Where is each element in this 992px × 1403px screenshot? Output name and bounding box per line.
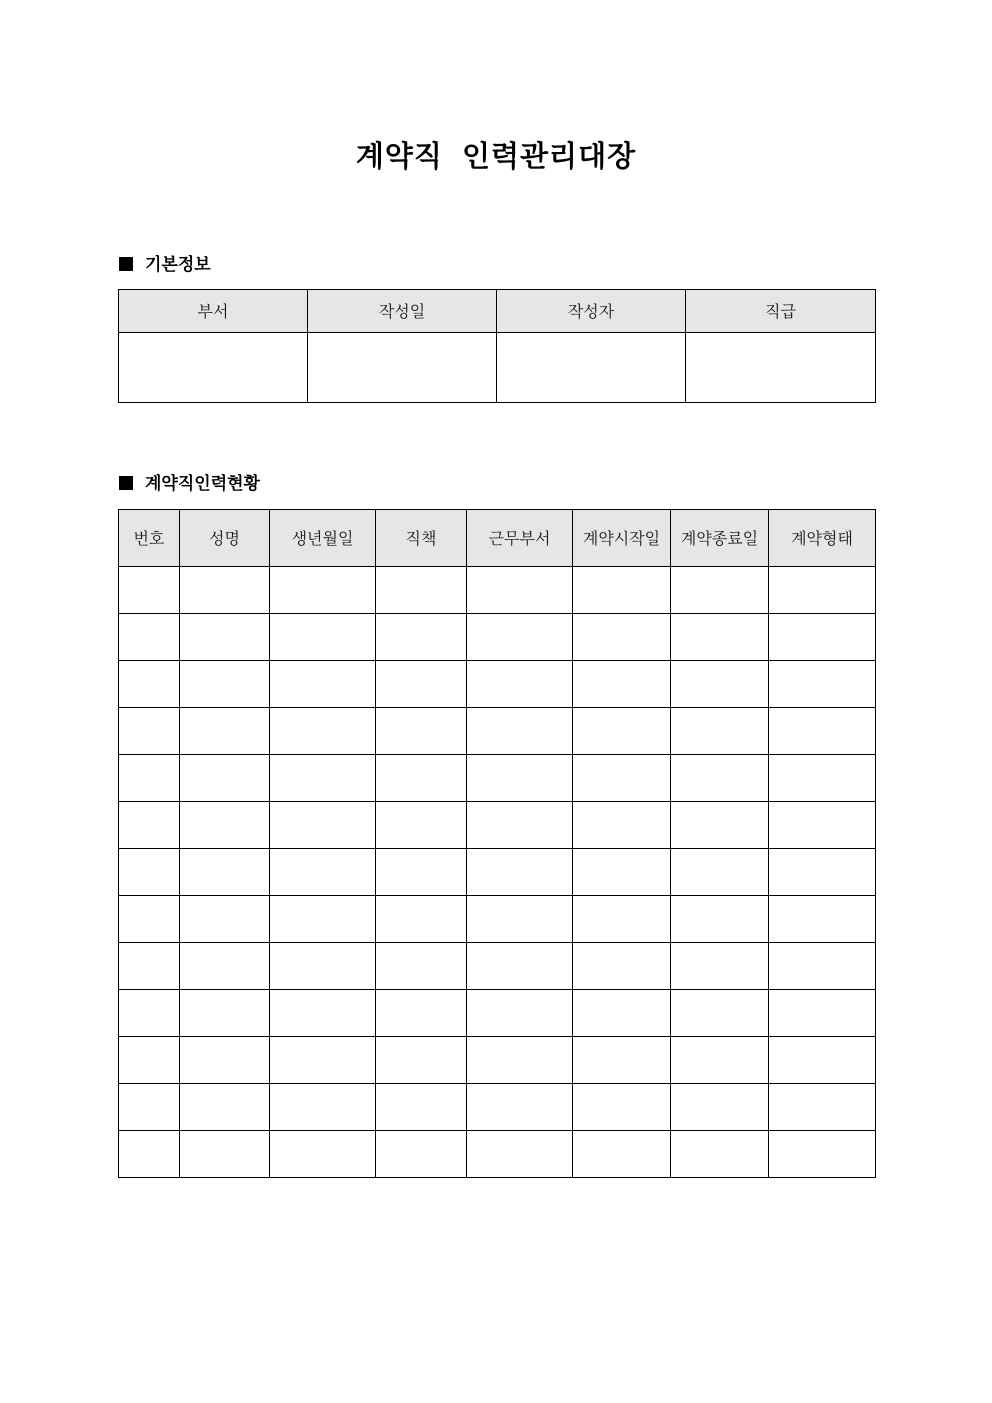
contract-end-cell[interactable] [671,755,769,802]
header-position: 직급 [686,290,876,333]
table-row [119,990,876,1037]
number-cell[interactable] [119,990,180,1037]
work-department-cell[interactable] [467,614,573,661]
contract-start-cell[interactable] [573,614,671,661]
staff-status-table [118,509,876,1178]
page-title: 계약직 인력관리대장 [355,139,637,173]
header-contract-type: 계약형태 [769,510,876,567]
contract-type-cell[interactable] [769,1084,876,1131]
birth-date-cell[interactable] [270,849,376,896]
contract-type-cell[interactable] [769,849,876,896]
department-value[interactable] [119,333,308,403]
contract-type-cell[interactable] [769,990,876,1037]
contract-start-cell[interactable] [573,1037,671,1084]
job-title-cell[interactable] [376,849,467,896]
birth-date-cell[interactable] [270,1131,376,1178]
square-bullet-icon [119,476,133,490]
contract-type-cell[interactable] [769,896,876,943]
job-title-cell[interactable] [376,1084,467,1131]
contract-start-cell[interactable] [573,943,671,990]
table-row [119,896,876,943]
table-row [119,1131,876,1178]
header-name: 성명 [180,510,270,567]
number-cell[interactable] [119,755,180,802]
contract-start-cell[interactable] [573,755,671,802]
birth-date-cell[interactable] [270,1037,376,1084]
work-department-cell[interactable] [467,567,573,614]
table-row [119,1084,876,1131]
work-department-cell[interactable] [467,802,573,849]
header-contract-end-date: 계약종료일 [671,510,769,567]
contract-end-cell[interactable] [671,614,769,661]
header-job-title: 직책 [376,510,467,567]
contract-end-cell[interactable] [671,1084,769,1131]
birth-date-cell[interactable] [270,802,376,849]
name-cell[interactable] [180,849,270,896]
job-title-cell[interactable] [376,661,467,708]
birth-date-cell[interactable] [270,1084,376,1131]
contract-end-cell[interactable] [671,1037,769,1084]
work-department-cell[interactable] [467,661,573,708]
contract-type-cell[interactable] [769,943,876,990]
name-cell[interactable] [180,567,270,614]
basic-info-table [118,289,876,403]
job-title-cell[interactable] [376,755,467,802]
header-birth-date: 생년월일 [270,510,376,567]
contract-type-cell[interactable] [769,1037,876,1084]
name-cell[interactable] [180,708,270,755]
work-department-cell[interactable] [467,943,573,990]
job-title-cell[interactable] [376,1037,467,1084]
name-cell[interactable] [180,1037,270,1084]
basic-info-heading-label: 기본정보 [145,255,211,275]
author-value[interactable] [497,333,686,403]
contract-type-cell[interactable] [769,661,876,708]
basic-info-heading [119,253,211,277]
header-author: 작성자 [497,290,686,333]
number-cell[interactable] [119,1084,180,1131]
header-department: 부서 [119,290,308,333]
basic-info-value-row [119,333,876,403]
table-row [119,802,876,849]
contract-type-cell[interactable] [769,802,876,849]
contract-start-cell[interactable] [573,990,671,1037]
name-cell[interactable] [180,1131,270,1178]
work-department-cell[interactable] [467,896,573,943]
work-department-cell[interactable] [467,708,573,755]
name-cell[interactable] [180,896,270,943]
work-department-cell[interactable] [467,1131,573,1178]
contract-end-cell[interactable] [671,990,769,1037]
contract-start-cell[interactable] [573,661,671,708]
staff-status-heading-label: 계약직인력현황 [145,474,260,494]
table-row [119,614,876,661]
job-title-cell[interactable] [376,896,467,943]
name-cell[interactable] [180,990,270,1037]
position-value[interactable] [686,333,876,403]
header-work-department: 근무부서 [467,510,573,567]
number-cell[interactable] [119,567,180,614]
table-row [119,567,876,614]
staff-header-row [119,510,876,567]
job-title-cell[interactable] [376,990,467,1037]
contract-end-cell[interactable] [671,849,769,896]
square-bullet-icon [119,257,133,271]
number-cell[interactable] [119,708,180,755]
contract-type-cell[interactable] [769,614,876,661]
number-cell[interactable] [119,849,180,896]
contract-type-cell[interactable] [769,567,876,614]
table-row [119,661,876,708]
header-date-written: 작성일 [308,290,497,333]
name-cell[interactable] [180,755,270,802]
name-cell[interactable] [180,802,270,849]
contract-start-cell[interactable] [573,708,671,755]
birth-date-cell[interactable] [270,943,376,990]
work-department-cell[interactable] [467,1084,573,1131]
contract-start-cell[interactable] [573,896,671,943]
staff-table-body [119,567,876,1178]
number-cell[interactable] [119,661,180,708]
name-cell[interactable] [180,943,270,990]
birth-date-cell[interactable] [270,896,376,943]
contract-start-cell[interactable] [573,567,671,614]
number-cell[interactable] [119,614,180,661]
contract-start-cell[interactable] [573,802,671,849]
name-cell[interactable] [180,614,270,661]
header-number: 번호 [119,510,180,567]
name-cell[interactable] [180,661,270,708]
name-cell[interactable] [180,1084,270,1131]
birth-date-cell[interactable] [270,567,376,614]
header-contract-start-date: 계약시작일 [573,510,671,567]
job-title-cell[interactable] [376,802,467,849]
work-department-cell[interactable] [467,849,573,896]
birth-date-cell[interactable] [270,755,376,802]
staff-status-heading [119,472,260,496]
contract-start-cell[interactable] [573,849,671,896]
contract-type-cell[interactable] [769,1131,876,1178]
contract-type-cell[interactable] [769,708,876,755]
basic-info-header-row [119,290,876,333]
contract-type-cell[interactable] [769,755,876,802]
birth-date-cell[interactable] [270,661,376,708]
contract-end-cell[interactable] [671,661,769,708]
work-department-cell[interactable] [467,755,573,802]
table-row [119,755,876,802]
contract-end-cell[interactable] [671,802,769,849]
contract-end-cell[interactable] [671,567,769,614]
contract-start-cell[interactable] [573,1084,671,1131]
job-title-cell[interactable] [376,1131,467,1178]
number-cell[interactable] [119,1037,180,1084]
table-row [119,943,876,990]
number-cell[interactable] [119,802,180,849]
table-row [119,1037,876,1084]
contract-end-cell[interactable] [671,896,769,943]
birth-date-cell[interactable] [270,614,376,661]
table-row [119,849,876,896]
job-title-cell[interactable] [376,943,467,990]
work-department-cell[interactable] [467,990,573,1037]
number-cell[interactable] [119,943,180,990]
contract-end-cell[interactable] [671,943,769,990]
job-title-cell[interactable] [376,708,467,755]
birth-date-cell[interactable] [270,990,376,1037]
job-title-cell[interactable] [376,614,467,661]
job-title-cell[interactable] [376,567,467,614]
work-department-cell[interactable] [467,1037,573,1084]
contract-start-cell[interactable] [573,1131,671,1178]
birth-date-cell[interactable] [270,708,376,755]
contract-end-cell[interactable] [671,1131,769,1178]
table-row [119,708,876,755]
contract-end-cell[interactable] [671,708,769,755]
number-cell[interactable] [119,1131,180,1178]
date-written-value[interactable] [308,333,497,403]
number-cell[interactable] [119,896,180,943]
